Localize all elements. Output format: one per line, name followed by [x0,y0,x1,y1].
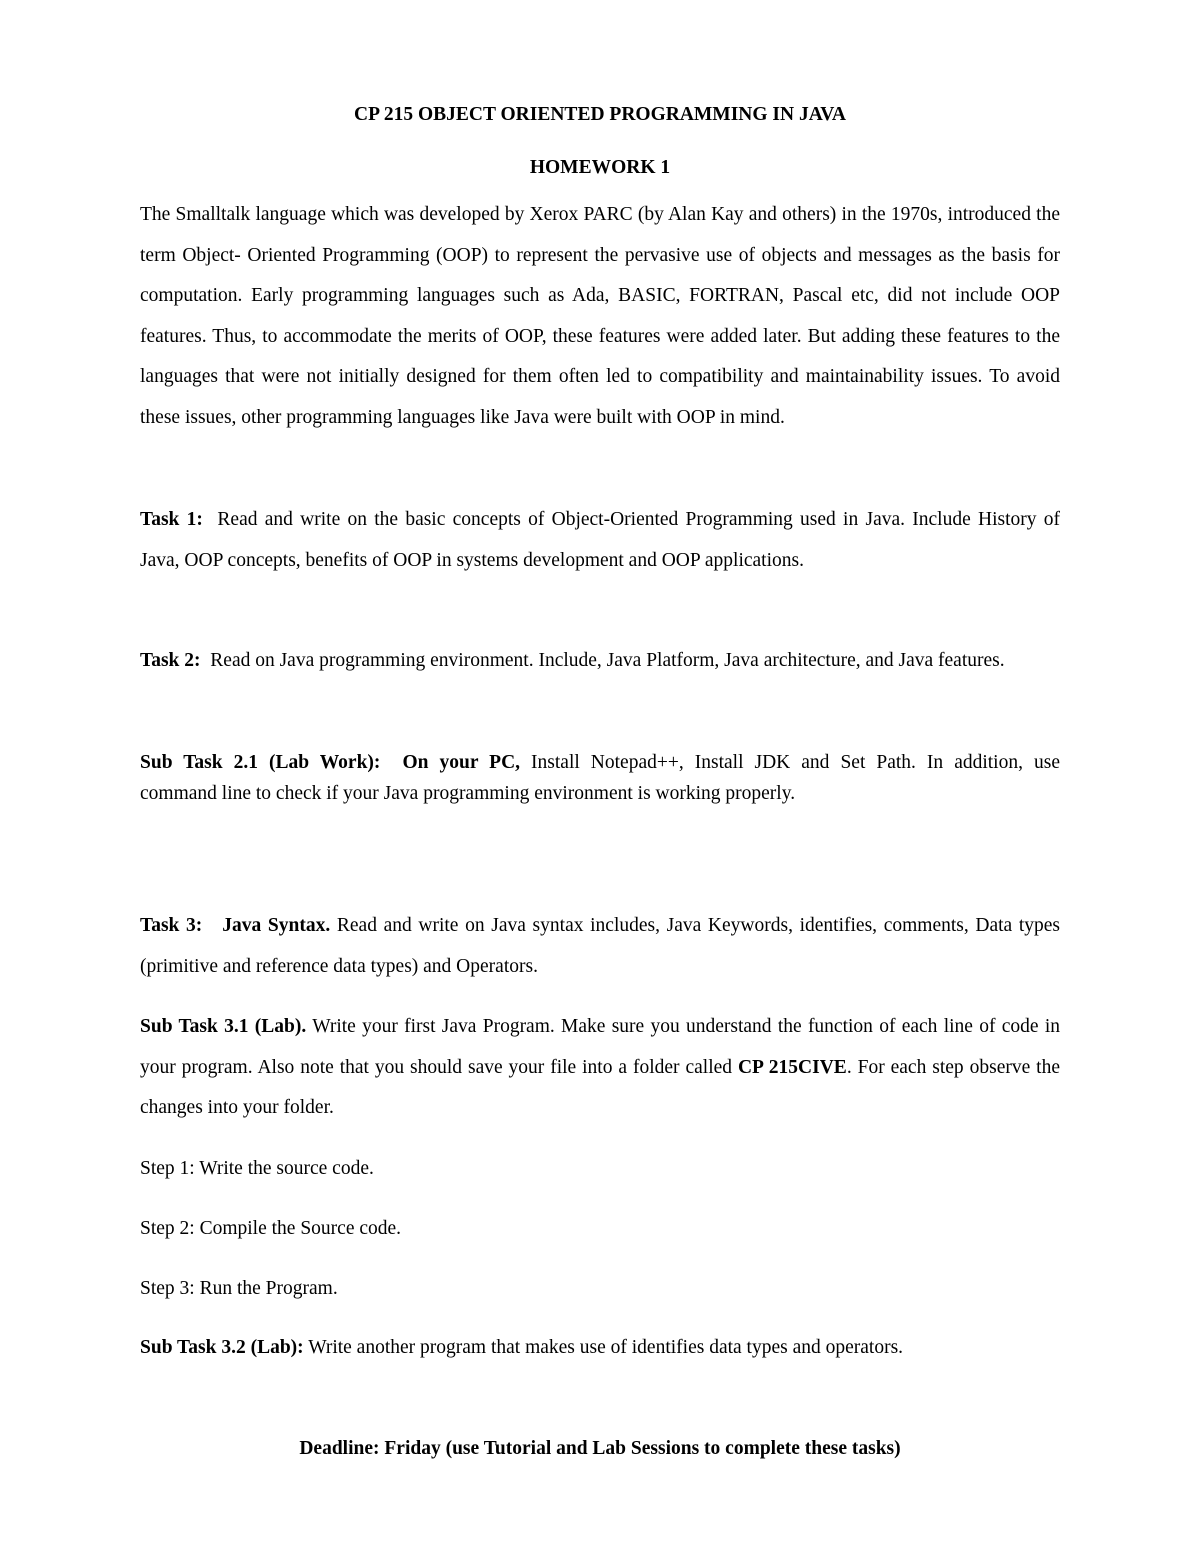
task-2-text: Read on Java programming environment. Include, Java Platform, Java architecture, and Java features. [210,650,1005,671]
step-3: Step 3: Run the Program. [140,1278,338,1299]
subtask-2-1-label: Sub Task 2.1 (Lab Work): [140,752,381,773]
subtask-3-1-label: Sub Task 3.1 (Lab). [140,1016,307,1037]
task-3-paragraph [140,906,1060,987]
step-2: Step 2: Compile the Source code. [140,1218,402,1239]
subtask-3-2-paragraph [140,1328,1060,1369]
subtask-2-1-emphasis: On your PC, [402,752,521,773]
subtask-3-1-text: Write your first Java Program. Make sure you understand the function of each line of code in your program. Also note that you should save your file into a folder called [140,1016,1061,1078]
subtask-2-1-text: Install Notepad++, Install JDK and Set Path. In addition, use command line to check if your Java programming environment is working properly. [140,752,1099,804]
task-2-paragraph [140,641,1060,682]
subtask-3-2-text: Write another program that makes use of identifies data types and operators. [308,1337,904,1358]
subtask-3-1-paragraph [140,1007,1060,1129]
subtask-3-1-text-end: . For each step observe the changes into your folder. [140,1056,1060,1118]
task-3-label: Task 3: [140,915,203,936]
task-3-emphasis: Java Syntax. [222,915,331,936]
document-subtitle: HOMEWORK 1 [529,157,671,178]
step-1: Step 1: Write the source code. [140,1158,374,1179]
subtask-2-1-paragraph [140,747,1099,809]
task-1-text: Read and write on the basic concepts of Object-Oriented Programming used in Java. Include History of Java, OOP concepts, benefits of OOP in systems development and OOP applications. [140,509,1060,571]
task-3-text: Read and write on Java syntax includes, Java Keywords, identifies, comments, Data types (primitive and reference data types) and Operators. [140,915,1060,977]
document-title: CP 215 OBJECT ORIENTED PROGRAMMING IN JAVA [354,104,846,125]
task-1-paragraph [140,500,1060,581]
folder-name: CP 215CIVE [737,1056,847,1078]
task-2-label: Task 2: [140,650,201,671]
intro-paragraph: The Smalltalk language which was developed by Xerox PARC (by Alan Kay and others) in the 1970s, introduced the term Object- Oriented Programming (OOP) to represent the pervasive use of objects and messages as the basis for computation. Early programming languages such as Ada, BASIC, FORTRAN, Pascal etc, did not include OOP features. Thus, to accommodate the merits of OOP, these features were added later. But adding these features to the languages that were not initially designed for them often led to compatibility and maintainability issues. To avoid these issues, other programming languages like Java were built with OOP in mind. [140,204,1060,428]
deadline-note: Deadline: Friday (use Tutorial and Lab Sessions to complete these tasks) [299,1438,901,1459]
subtask-3-2-label: Sub Task 3.2 (Lab): [140,1337,304,1358]
task-1-label: Task 1: [140,509,203,530]
